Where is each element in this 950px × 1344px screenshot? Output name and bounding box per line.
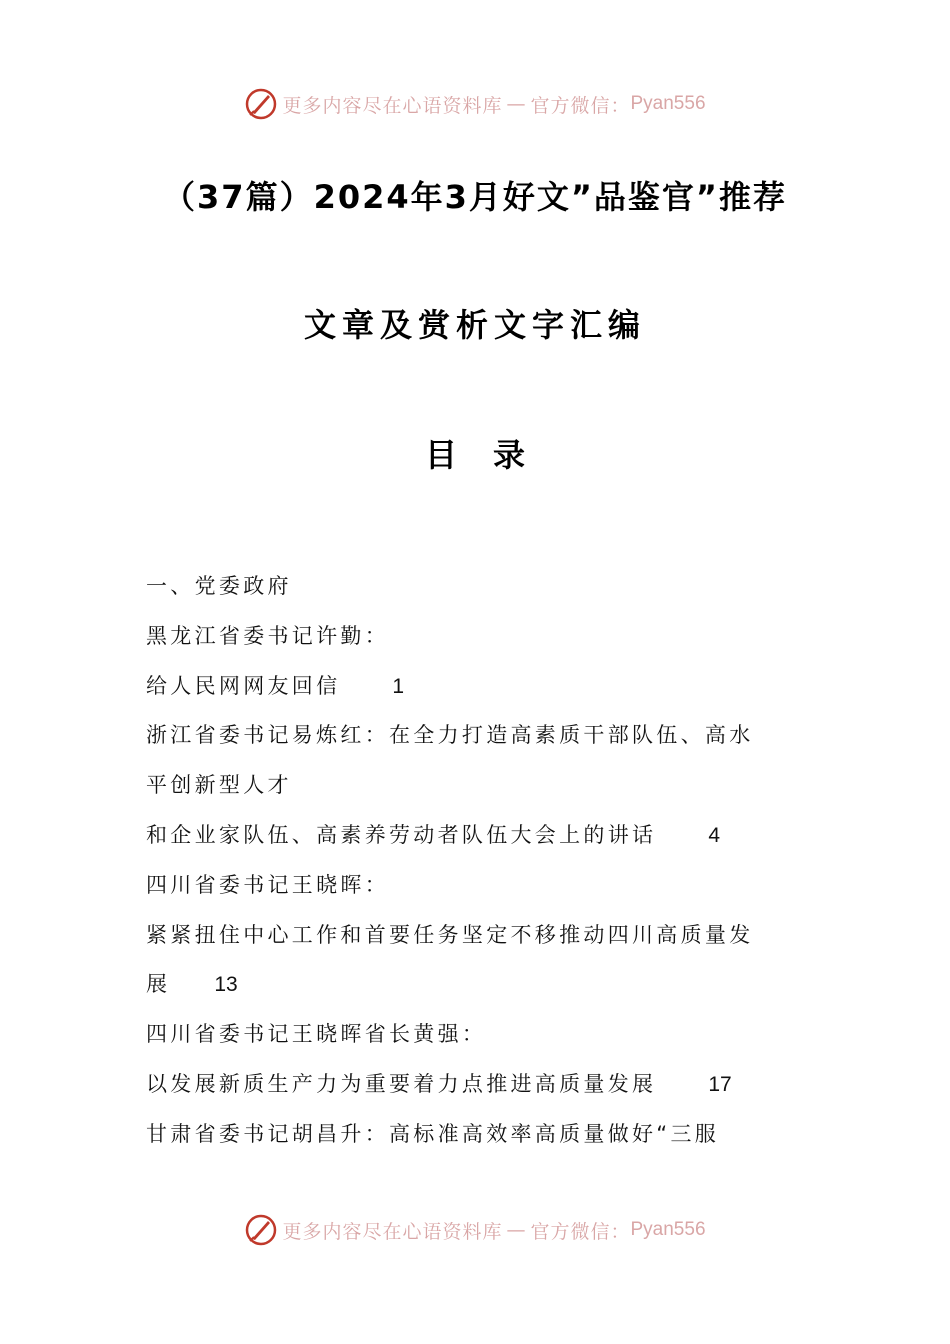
document-title-line1: （37篇）2024年3月好文”品鉴官”推荐 [163,178,787,216]
toc-entry-author: 四川省委书记王晓晖： [146,872,389,897]
watermark-text: 更多内容尽在心语资料库 [282,1220,503,1243]
toc-entry-page: 13 [214,973,238,997]
toc-entry-page: 17 [708,1072,732,1096]
toc-entry-author: 黑龙江省委书记许勤： [146,623,389,648]
toc-entry-title[interactable] [146,662,811,712]
toc-entry-title[interactable] [146,711,811,761]
watermark-banner-bottom [0,1210,950,1250]
toc-entry-title-text: 紧紧扭住中心工作和首要任务坚定不移推动四川高质量发 [146,922,754,947]
watermark-channel: 官方微信： [530,94,631,117]
watermark-separator: — [506,93,527,115]
toc-section-heading: 一、党委政府 [146,574,292,598]
toc-entry-title-text: 和企业家队伍、高素养劳动者队伍大会上的讲话 [146,822,657,847]
toc-entry-title-text: 以发展新质生产力为重要着力点推进高质量发展 [146,1071,657,1096]
watermark-handle: Pyan556 [630,93,706,114]
toc-entry-title[interactable] [146,911,811,961]
toc-entry-title-text: 给人民网网友回信 [146,673,341,698]
toc-entry-title[interactable] [146,1060,811,1110]
toc-entry-title-continued: 平创新型人才 [146,773,292,798]
watermark-banner-top [0,84,950,124]
watermark-handle: Pyan556 [630,1219,706,1240]
document-title-line2: 文章及赏析文字汇编 [303,306,646,344]
quill-circle-logo-icon [244,1213,278,1247]
toc-entry-author: 四川省委书记王晓晖省长黄强： [146,1022,487,1047]
table-of-contents [146,562,811,1160]
watermark-separator: — [506,1219,527,1241]
toc-entry-title-continued [146,960,811,1010]
quill-circle-logo-icon [244,87,278,121]
watermark-channel: 官方微信： [530,1220,631,1243]
toc-entry-title-text: 浙江省委书记易炼红：在全力打造高素质干部队伍、高水 [146,723,754,748]
toc-heading: 目录 [424,436,561,474]
toc-entry-title-text: 甘肃省委书记胡昌升：高标准高效率高质量做好“三服 [146,1121,720,1146]
toc-entry-page: 1 [392,674,405,698]
watermark-text: 更多内容尽在心语资料库 [282,94,503,117]
toc-entry-title-text: 展 [146,972,171,997]
toc-entry-page: 4 [708,823,720,847]
toc-entry-title-continued [146,811,811,861]
toc-entry-title[interactable] [146,1110,811,1160]
